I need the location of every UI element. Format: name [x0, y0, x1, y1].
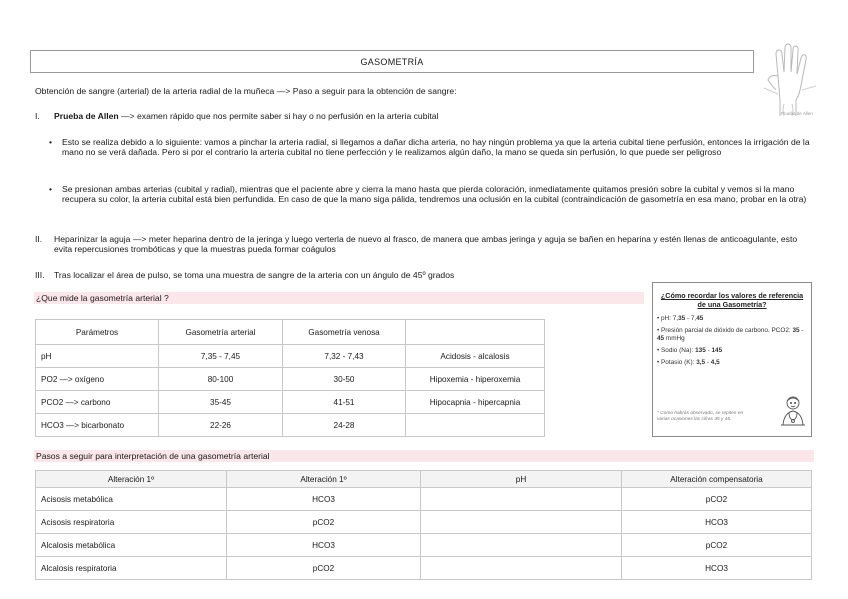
table-cell: Alcalosis metabólica — [36, 534, 227, 557]
table-cell: pCO2 — [622, 534, 812, 557]
table-cell: Acidosis - alcalosis — [406, 345, 545, 368]
card-footnote: * Como habrás observado, se repiten en varias ocasiones las cifras 35 y 45. — [657, 411, 744, 422]
interpretation-steps-table — [35, 470, 812, 580]
table-row — [36, 488, 812, 511]
table-cell: 80-100 — [159, 368, 283, 391]
table-cell: HCO3 — [227, 488, 421, 511]
table-cell: 24-28 — [283, 414, 406, 437]
step-2-text: Heparinizar la aguja —> meter heparina dentro de la jeringa y luego verterla de nuevo al frasco, de manera que ambas jeringa y aguja se bañen en heparina y estén llenas de anticoagulante, esto evita repercusiones trombóticas y que la muestras pueda formar coágulos — [54, 234, 798, 254]
table-cell: pCO2 — [622, 488, 812, 511]
step-1-number: I. — [35, 111, 40, 121]
table-cell: 30-50 — [283, 368, 406, 391]
table-header: Gasometría arterial — [159, 320, 283, 345]
table-cell — [421, 511, 622, 534]
table-header: Alteración 1º — [227, 471, 421, 488]
bullet-item-2 — [49, 184, 818, 204]
table-header: Alteración compensatoria — [622, 471, 812, 488]
bullet-2-text: Se presionan ambas arterias (cubital y radial), mientras que el paciente abre y cierra la mano hasta que pierda coloración, inmediatamente quitamos presión sobre la cubital y vemos si la mano recupera su color, la arteria cubital está bien perfundida. En caso de que la mano siga pálida, tendremos una oclusión en la cubital (contraindicación de gasometría en esa mano, probar en la otra) — [62, 184, 807, 204]
doctor-illustration — [777, 393, 809, 427]
step-3-number: III. — [35, 270, 45, 280]
card-item: • Sodio (Na): 135 - 145 — [657, 347, 723, 354]
table-cell: PCO2 —> carbono — [36, 391, 159, 414]
step-1 — [35, 111, 815, 121]
table-header-row — [36, 320, 545, 345]
table-header: Parámetros — [36, 320, 159, 345]
table-cell: HCO3 — [227, 534, 421, 557]
table-header: pH — [421, 471, 622, 488]
table-cell: PO2 —> oxígeno — [36, 368, 159, 391]
step-3-text: Tras localizar el área de pulso, se toma una muestra de sangre de la arteria con un ángulo de 45º grados — [54, 270, 455, 280]
step-3 — [35, 270, 454, 280]
step-1-text: —> examen rápido que nos permite saber si hay o no perfusión en la arteria cubital — [118, 111, 439, 121]
section-heading-interpretation: Pasos a seguir para interpretación de una gasometría arterial — [34, 450, 814, 462]
hand-image-caption: Prueba de Allen — [781, 111, 813, 116]
bullet-item-1 — [49, 137, 818, 157]
allen-test-hand-image — [758, 38, 822, 118]
table-cell: Alcalosis respiratoria — [36, 557, 227, 580]
page-title: GASOMETRÍA — [30, 50, 754, 73]
card-item: • pH: 7,35 - 7,45 — [657, 315, 704, 322]
table-header — [406, 320, 545, 345]
table-cell: HCO3 — [622, 557, 812, 580]
table-cell: Hipoxemia - hiperoxemia — [406, 368, 545, 391]
bullet-icon: • — [49, 137, 53, 147]
table-header: Alteración 1º — [36, 471, 227, 488]
table-cell: Acisosis metabólica — [36, 488, 227, 511]
table-cell: 7,32 - 7,43 — [283, 345, 406, 368]
step-1-bold: Prueba de Allen — [54, 111, 119, 121]
table-row — [36, 511, 812, 534]
table-row — [36, 391, 545, 414]
intro-text: Obtención de sangre (arterial) de la arteria radial de la muñeca —> Paso a seguir para la obtención de sangre: — [35, 86, 457, 96]
table-header-row — [36, 471, 812, 488]
table-cell — [421, 557, 622, 580]
table-cell: pCO2 — [227, 557, 421, 580]
table-cell: Hipocapnia - hipercapnia — [406, 391, 545, 414]
table-row — [36, 534, 812, 557]
table-cell: HCO3 — [622, 511, 812, 534]
table-cell: 41-51 — [283, 391, 406, 414]
table-cell: HCO3 —> bicarbonato — [36, 414, 159, 437]
card-item: • Potasio (K): 3,5 - 4,5 — [657, 359, 720, 366]
card-title: ¿Cómo recordar los valores de referencia de una Gasometría? — [660, 291, 804, 309]
table-cell: Acisosis respiratoria — [36, 511, 227, 534]
table-row — [36, 345, 545, 368]
card-item: • Presión parcial de dióxido de carbono. PCO2: 35 - 45 mmHg — [657, 327, 804, 342]
table-cell — [421, 488, 622, 511]
table-cell: pH — [36, 345, 159, 368]
table-row — [36, 557, 812, 580]
table-cell: 22-26 — [159, 414, 283, 437]
table-cell: 35-45 — [159, 391, 283, 414]
table-row — [36, 414, 545, 437]
table-cell: pCO2 — [227, 511, 421, 534]
reference-values-table — [35, 319, 545, 437]
table-row — [36, 368, 545, 391]
section-heading-measures: ¿Que mide la gasometría arterial ? — [34, 292, 644, 304]
bullet-icon: • — [49, 184, 53, 194]
reference-mnemonic-card — [652, 282, 812, 437]
table-cell — [421, 534, 622, 557]
table-cell: 7,35 - 7,45 — [159, 345, 283, 368]
step-2-number: II. — [35, 234, 43, 244]
bullet-1-text: Esto se realiza debido a lo siguiente: vamos a pinchar la arteria radial, si llegamos a dañar dicha arteria, no hay ningún problema ya que la arteria cubital tiene perfusión, entonces la irrigación de la mano no se verá dañada. Pero si por el contrario la arteria cubital no tiene perfección y le realizamos algún daño, la mano se queda sin perfusión, lo que puede ser peligroso — [62, 137, 810, 157]
table-cell — [406, 414, 545, 437]
table-header: Gasometría venosa — [283, 320, 406, 345]
